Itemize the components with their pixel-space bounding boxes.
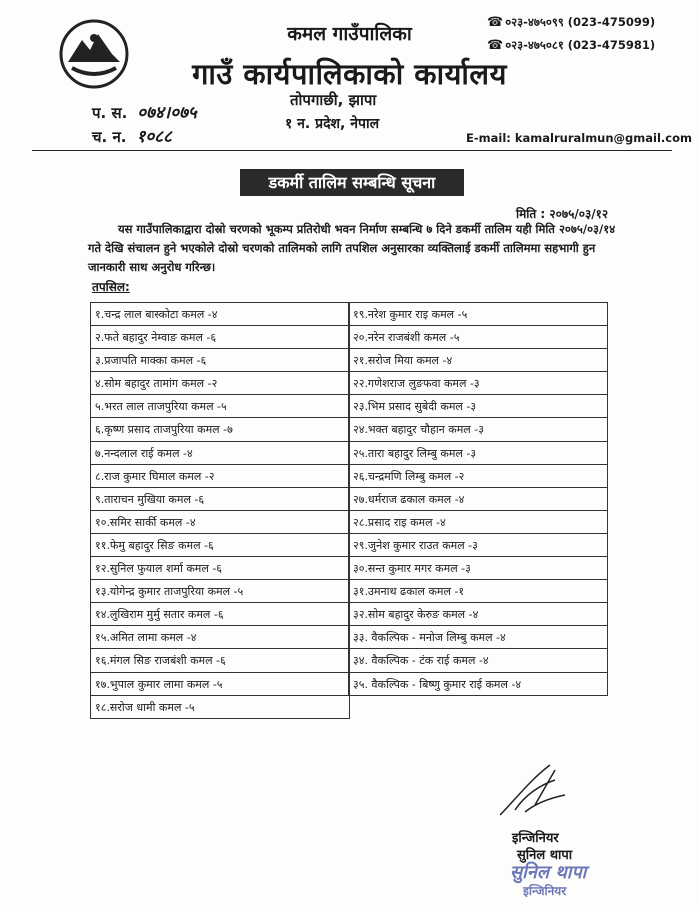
participant-entry: ११.फेमु बहादुर सिङ कमल -६ (91, 534, 349, 557)
participant-entry: १६.मंगल सिङ राजबंशी कमल -६ (91, 649, 349, 672)
phone-number-1: ०२३-४७५०९९ (023-475099) (505, 15, 656, 29)
email-line (466, 131, 692, 145)
participant-entry: २२.गणेशराज लुङफवा कमल -३ (349, 372, 607, 395)
notice-date: मिति : २०७५/०३/१२ (516, 207, 609, 221)
office-province: १ न. प्रदेश, नेपाल (285, 116, 380, 132)
participant-entry: २८.प्रसाद राइ कमल -४ (349, 511, 607, 534)
participant-entry: ४.सोम बहादुर तामांग कमल -२ (91, 372, 349, 395)
participant-entry: १९.नरेश कुमार राइ कमल -५ (349, 303, 607, 326)
email-address[interactable]: kamalruralmun@gmail.com (514, 131, 692, 145)
participant-entry: १४.लुखिराम मुर्मु सतार कमल -६ (91, 603, 349, 626)
participant-entry: २६.चन्द्रमणि लिम्बु कमल -२ (349, 465, 607, 488)
phone-icon: ☎ (487, 15, 504, 30)
participant-entry: ३३. वैकल्पिक - मनोज लिम्बु कमल -४ (349, 626, 607, 649)
participant-entry: ३५. वैकल्पिक - बिष्णु कुमार राई कमल -४ (349, 673, 607, 696)
ps-value: ०७४।०७५ (137, 103, 197, 123)
notice-title: डकर्मी तालिम सम्बन्धि सूचना (240, 169, 464, 196)
stamp-name: सुनिल थापा (510, 862, 587, 883)
participant-entry: ८.राज कुमार घिमाल कमल -२ (91, 465, 349, 488)
participant-entry: १०.समिर सार्की कमल -४ (91, 511, 349, 534)
phone-icon: ☎ (487, 38, 504, 53)
office-location: तोपगाछी, झापा (290, 91, 377, 109)
participant-entry: १७.भुपाल कुमार लामा कमल -५ (91, 673, 349, 696)
participant-entry: ३०.सन्त कुमार मगर कमल -३ (349, 557, 607, 580)
signatory-title: इन्जिनियर (512, 831, 559, 846)
email-label: E-mail: (466, 131, 511, 145)
participant-entry: ५.भरत लाल ताजपुरिया कमल -५ (91, 395, 349, 418)
participant-entry: १३.योगेन्द्र कुमार ताजपुरिया कमल -५ (91, 580, 349, 603)
participant-list-left (90, 302, 350, 719)
participant-entry: ७.नन्दलाल राई कमल -४ (91, 442, 349, 465)
participant-entry: ३४. वैकल्पिक - टंक राई कमल -४ (349, 649, 607, 672)
participant-entry: १५.अमित लामा कमल -४ (91, 626, 349, 649)
list-heading: तपसिल: (92, 280, 130, 294)
participant-entry: २७.धर्मराज ढकाल कमल -४ (349, 488, 607, 511)
participant-entry: २९.जुनेश कुमार राउत कमल -३ (349, 534, 607, 557)
participant-entry: २५.तारा बहादुर लिम्बु कमल -३ (349, 442, 607, 465)
participant-entry: २४.भक्त बहादुर चौहान कमल -३ (349, 418, 607, 441)
participant-list-right (348, 302, 608, 696)
signature-scribble (495, 760, 575, 820)
reference-cn (92, 124, 172, 147)
cn-label: च. न. (92, 128, 127, 146)
signatory-name: सुनिल थापा (517, 848, 573, 863)
cn-value: १०८८ (136, 127, 172, 147)
header-divider (32, 150, 672, 151)
participant-entry: २३.भिम प्रसाद सुबेदी कमल -३ (349, 395, 607, 418)
participant-entry: २.फते बहादुर नेम्वाङ कमल -६ (91, 326, 349, 349)
office-title: गाउँ कार्यपालिकाको कार्यालय (192, 57, 507, 91)
participant-entry: १२.सुनिल फुयाल शर्मा कमल -६ (91, 557, 349, 580)
participant-entry: ३.प्रजापति माक्का कमल -६ (91, 349, 349, 372)
participant-entry: १८.सरोज धामी कमल -५ (91, 696, 349, 719)
municipality-name: कमल गाउँपालिका (287, 23, 412, 45)
ps-label: प. स. (92, 104, 128, 122)
participant-entry: १.चन्द्र लाल बास्कोटा कमल -४ (91, 303, 349, 326)
phone-line-1 (487, 15, 655, 30)
notice-body: यस गाउँपालिकाद्वारा दोस्रो चरणको भूकम्प प्रतिरोधी भवन निर्माण सम्बन्धि ७ दिने डकर्मी तालिम यही मिति २०७५/०३/१४ गते देखि संचालन हुने भएकोले दोस्रो चरणको तालिमको लागि तपशिल अनुसारका व्यक्तिलाई डकर्मी तालिममा सहभागी हुन जानकारी साथ अनुरोध गरिन्छ। (88, 222, 616, 274)
participant-entry: ९.ताराचन मुखिया कमल -६ (91, 488, 349, 511)
stamp-title: इन्जिनियर (523, 884, 567, 898)
reference-ps (92, 100, 197, 123)
participant-entry: ३२.सोम बहादुर केरुङ कमल -४ (349, 603, 607, 626)
participant-entry: ३१.उमनाथ ढकाल कमल -१ (349, 580, 607, 603)
participant-entry: २१.सरोज मिया कमल -४ (349, 349, 607, 372)
phone-number-2: ०२३-४७५०८१ (023-475981) (505, 38, 656, 52)
participant-entry: ६.कृष्ण प्रसाद ताजपुरिया कमल -७ (91, 418, 349, 441)
participant-entry: २०.नरेन राजबंशी कमल -५ (349, 326, 607, 349)
phone-line-2 (487, 38, 655, 53)
